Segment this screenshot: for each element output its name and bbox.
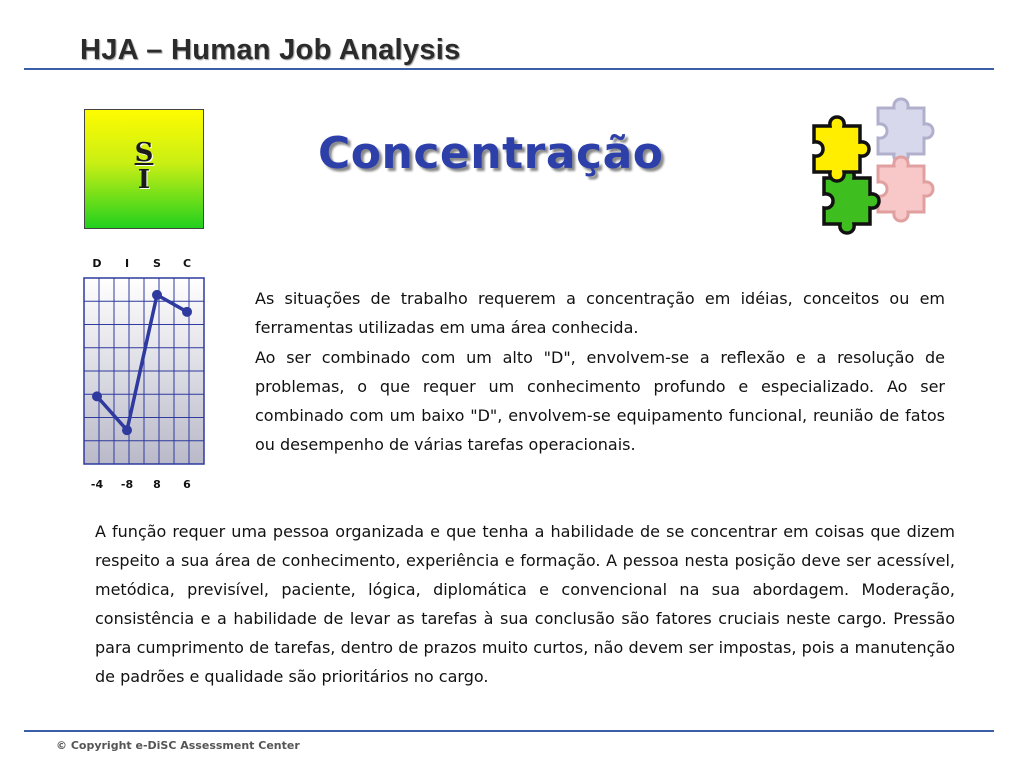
- profile-box: [84, 109, 204, 229]
- puzzle-icon: [796, 96, 946, 246]
- header-divider: [24, 68, 994, 70]
- value-label-s: 8: [153, 478, 161, 491]
- header-title: HJA – Human Job Analysis: [80, 34, 461, 66]
- value-label-d: -4: [90, 478, 104, 491]
- data-point-c: [182, 307, 192, 317]
- main-title: Concentração: [318, 128, 664, 179]
- data-point-d: [92, 391, 102, 401]
- footer-divider: [24, 730, 994, 732]
- category-label-c: C: [182, 257, 192, 270]
- disc-chart: [80, 252, 220, 497]
- value-label-i: -8: [120, 478, 134, 491]
- paragraph-1: As situações de trabalho requerem a concentração em idéias, conceitos ou em ferramentas utilizadas em uma área conhecida.: [255, 289, 945, 337]
- paragraph-2: Ao ser combinado com um alto "D", envolvem-se a reflexão e a resolução de problemas, o que requer um conhecimento profundo e especializado. Ao ser combinado com um baixo "D", envolvem-se equipamento funcional, reunião de fatos ou desempenho de várias tarefas operacionais.: [255, 348, 945, 454]
- data-point-s: [152, 290, 162, 300]
- data-point-i: [122, 425, 132, 435]
- category-label-d: D: [92, 257, 102, 270]
- profile-letter-bottom: I: [137, 165, 151, 195]
- profile-letter-top: S: [134, 138, 154, 168]
- category-label-i: I: [124, 257, 130, 270]
- category-label-s: S: [153, 257, 161, 270]
- value-label-c: 6: [183, 478, 191, 491]
- footer-copyright: © Copyright e-DiSC Assessment Center: [56, 739, 300, 752]
- paragraph-3: A função requer uma pessoa organizada e que tenha a habilidade de se concentrar em coisas que dizem respeito a sua área de conhecimento, experiência e formação. A pessoa nesta posição deve ser acessível, metódica, previsível, paciente, lógica, diplomática e convencional na sua abordagem. Moderação, consistência e a habilidade de levar as tarefas à sua conclusão são fatores cruciais neste cargo. Pressão para cumprimento de tarefas, dentro de prazos muito curtos, não devem ser impostas, pois a manutenção de padrões e qualidade são prioritários no cargo.: [95, 522, 955, 686]
